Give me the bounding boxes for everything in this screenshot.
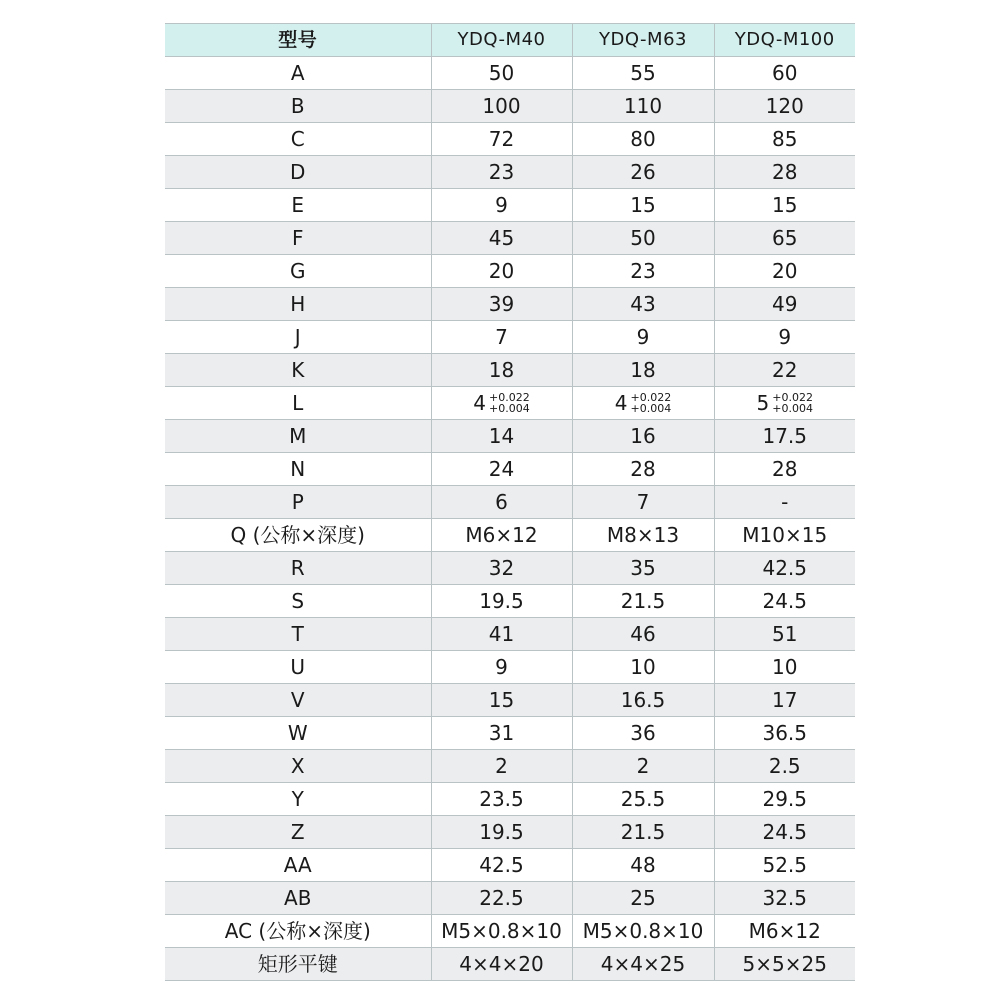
table-row xyxy=(165,354,855,387)
table-cell: 2.5 xyxy=(714,750,855,783)
tolerance-upper: +0.022 xyxy=(772,391,813,404)
table-row xyxy=(165,156,855,189)
table-cell: 51 xyxy=(714,618,855,651)
table-cell: 60 xyxy=(714,57,855,90)
table-row xyxy=(165,387,855,420)
table-cell: 10 xyxy=(572,651,714,684)
tolerance-limits xyxy=(631,392,672,414)
table-row xyxy=(165,552,855,585)
table-cell: 22.5 xyxy=(431,882,572,915)
table-cell: 46 xyxy=(572,618,714,651)
table-cell: 55 xyxy=(572,57,714,90)
table-cell: 50 xyxy=(572,222,714,255)
table-cell: 9 xyxy=(572,321,714,354)
row-label: X xyxy=(165,750,431,783)
row-label: T xyxy=(165,618,431,651)
table-row xyxy=(165,288,855,321)
row-label: Q (公称×深度) xyxy=(165,519,431,552)
tolerance-base: 4 xyxy=(614,391,628,415)
row-label: 矩形平键 xyxy=(165,948,431,981)
row-label: J xyxy=(165,321,431,354)
table-cell: 20 xyxy=(431,255,572,288)
table-row xyxy=(165,255,855,288)
table-cell: 15 xyxy=(572,189,714,222)
table-row xyxy=(165,222,855,255)
table-row xyxy=(165,189,855,222)
table-cell: - xyxy=(714,486,855,519)
row-label: V xyxy=(165,684,431,717)
table-cell: M5×0.8×10 xyxy=(431,915,572,948)
table-cell: 32.5 xyxy=(714,882,855,915)
row-label: C xyxy=(165,123,431,156)
table-cell: 43 xyxy=(572,288,714,321)
table-cell: 7 xyxy=(431,321,572,354)
table-cell: 4×4×25 xyxy=(572,948,714,981)
table-cell: 9 xyxy=(714,321,855,354)
tolerance-upper: +0.022 xyxy=(489,391,530,404)
tolerance-base: 4 xyxy=(473,391,486,415)
spec-table-body xyxy=(165,57,855,981)
table-cell: M10×15 xyxy=(714,519,855,552)
table-cell: 14 xyxy=(431,420,572,453)
table-row xyxy=(165,123,855,156)
table-cell: 26 xyxy=(572,156,714,189)
table-cell: 9 xyxy=(431,651,572,684)
table-cell: 25.5 xyxy=(572,783,714,816)
table-cell: 23 xyxy=(431,156,572,189)
row-label: P xyxy=(165,486,431,519)
table-cell: 41 xyxy=(431,618,572,651)
table-cell: 17.5 xyxy=(714,420,855,453)
table-cell: 65 xyxy=(714,222,855,255)
row-label: S xyxy=(165,585,431,618)
table-cell: 42.5 xyxy=(431,849,572,882)
table-cell: 23 xyxy=(572,255,714,288)
table-cell: 49 xyxy=(714,288,855,321)
table-cell: 5×5×25 xyxy=(714,948,855,981)
table-row xyxy=(165,519,855,552)
table-cell: 28 xyxy=(714,156,855,189)
table-cell: 72 xyxy=(431,123,572,156)
row-label: W xyxy=(165,717,431,750)
header-ydq-m100: YDQ-M100 xyxy=(714,24,855,57)
row-label: N xyxy=(165,453,431,486)
tolerance-lower: +0.004 xyxy=(630,402,672,415)
table-cell: 35 xyxy=(572,552,714,585)
table-row xyxy=(165,783,855,816)
row-label: AB xyxy=(165,882,431,915)
table-row xyxy=(165,321,855,354)
table-row xyxy=(165,684,855,717)
table-cell: 21.5 xyxy=(572,816,714,849)
table-cell: M6×12 xyxy=(714,915,855,948)
table-cell: 18 xyxy=(572,354,714,387)
table-cell xyxy=(431,387,572,420)
table-cell: 15 xyxy=(431,684,572,717)
tolerance-limits xyxy=(772,392,813,414)
row-label: E xyxy=(165,189,431,222)
table-cell: 25 xyxy=(572,882,714,915)
tolerance-value xyxy=(757,392,813,414)
row-label: Z xyxy=(165,816,431,849)
table-row xyxy=(165,453,855,486)
table-row xyxy=(165,882,855,915)
tolerance-lower: +0.004 xyxy=(772,402,813,415)
spec-table-header xyxy=(165,24,855,57)
header-row xyxy=(165,24,855,57)
table-cell: 42.5 xyxy=(714,552,855,585)
table-row xyxy=(165,816,855,849)
table-cell: 20 xyxy=(714,255,855,288)
spec-table xyxy=(165,23,855,981)
table-cell: 2 xyxy=(431,750,572,783)
row-label: B xyxy=(165,90,431,123)
table-cell: 28 xyxy=(714,453,855,486)
table-cell: 21.5 xyxy=(572,585,714,618)
table-cell: 110 xyxy=(572,90,714,123)
table-cell: 6 xyxy=(431,486,572,519)
table-row xyxy=(165,750,855,783)
table-row xyxy=(165,915,855,948)
header-ydq-m40: YDQ-M40 xyxy=(431,24,572,57)
row-label: A xyxy=(165,57,431,90)
header-ydq-m63: YDQ-M63 xyxy=(572,24,714,57)
table-cell: 45 xyxy=(431,222,572,255)
table-cell: 50 xyxy=(431,57,572,90)
table-cell xyxy=(714,387,855,420)
table-cell: 4×4×20 xyxy=(431,948,572,981)
table-cell: 16.5 xyxy=(572,684,714,717)
table-cell: 48 xyxy=(572,849,714,882)
table-cell: 22 xyxy=(714,354,855,387)
table-cell: 16 xyxy=(572,420,714,453)
tolerance-value xyxy=(615,392,671,414)
table-cell xyxy=(572,387,714,420)
table-row xyxy=(165,57,855,90)
row-label: L xyxy=(165,387,431,420)
table-cell: 32 xyxy=(431,552,572,585)
row-label: G xyxy=(165,255,431,288)
row-label: AC (公称×深度) xyxy=(165,915,431,948)
table-row xyxy=(165,849,855,882)
table-cell: 9 xyxy=(431,189,572,222)
table-cell: 2 xyxy=(572,750,714,783)
table-row xyxy=(165,486,855,519)
tolerance-base: 5 xyxy=(756,391,770,415)
table-cell: 24.5 xyxy=(714,816,855,849)
table-cell: M5×0.8×10 xyxy=(572,915,714,948)
row-label: H xyxy=(165,288,431,321)
table-cell: 17 xyxy=(714,684,855,717)
table-row xyxy=(165,585,855,618)
table-cell: 7 xyxy=(572,486,714,519)
table-cell: 24.5 xyxy=(714,585,855,618)
table-row xyxy=(165,90,855,123)
row-label: M xyxy=(165,420,431,453)
table-row xyxy=(165,618,855,651)
table-cell: 28 xyxy=(572,453,714,486)
table-cell: 85 xyxy=(714,123,855,156)
table-cell: 39 xyxy=(431,288,572,321)
row-label: F xyxy=(165,222,431,255)
table-cell: 15 xyxy=(714,189,855,222)
table-cell: 120 xyxy=(714,90,855,123)
header-model: 型号 xyxy=(165,24,431,57)
table-row xyxy=(165,717,855,750)
table-cell: 19.5 xyxy=(431,816,572,849)
table-cell: 52.5 xyxy=(714,849,855,882)
table-cell: M8×13 xyxy=(572,519,714,552)
row-label: Y xyxy=(165,783,431,816)
table-cell: 100 xyxy=(431,90,572,123)
table-cell: 24 xyxy=(431,453,572,486)
tolerance-limits xyxy=(489,392,530,414)
row-label: R xyxy=(165,552,431,585)
table-cell: 18 xyxy=(431,354,572,387)
table-cell: 29.5 xyxy=(714,783,855,816)
table-cell: 10 xyxy=(714,651,855,684)
tolerance-value xyxy=(473,392,529,414)
table-cell: 36.5 xyxy=(714,717,855,750)
row-label: D xyxy=(165,156,431,189)
table-row xyxy=(165,420,855,453)
row-label: U xyxy=(165,651,431,684)
table-cell: 80 xyxy=(572,123,714,156)
table-cell: M6×12 xyxy=(431,519,572,552)
table-cell: 36 xyxy=(572,717,714,750)
table-cell: 19.5 xyxy=(431,585,572,618)
table-row xyxy=(165,948,855,981)
tolerance-lower: +0.004 xyxy=(489,402,530,415)
tolerance-upper: +0.022 xyxy=(630,391,672,404)
table-row xyxy=(165,651,855,684)
table-cell: 23.5 xyxy=(431,783,572,816)
table-cell: 31 xyxy=(431,717,572,750)
row-label: AA xyxy=(165,849,431,882)
row-label: K xyxy=(165,354,431,387)
